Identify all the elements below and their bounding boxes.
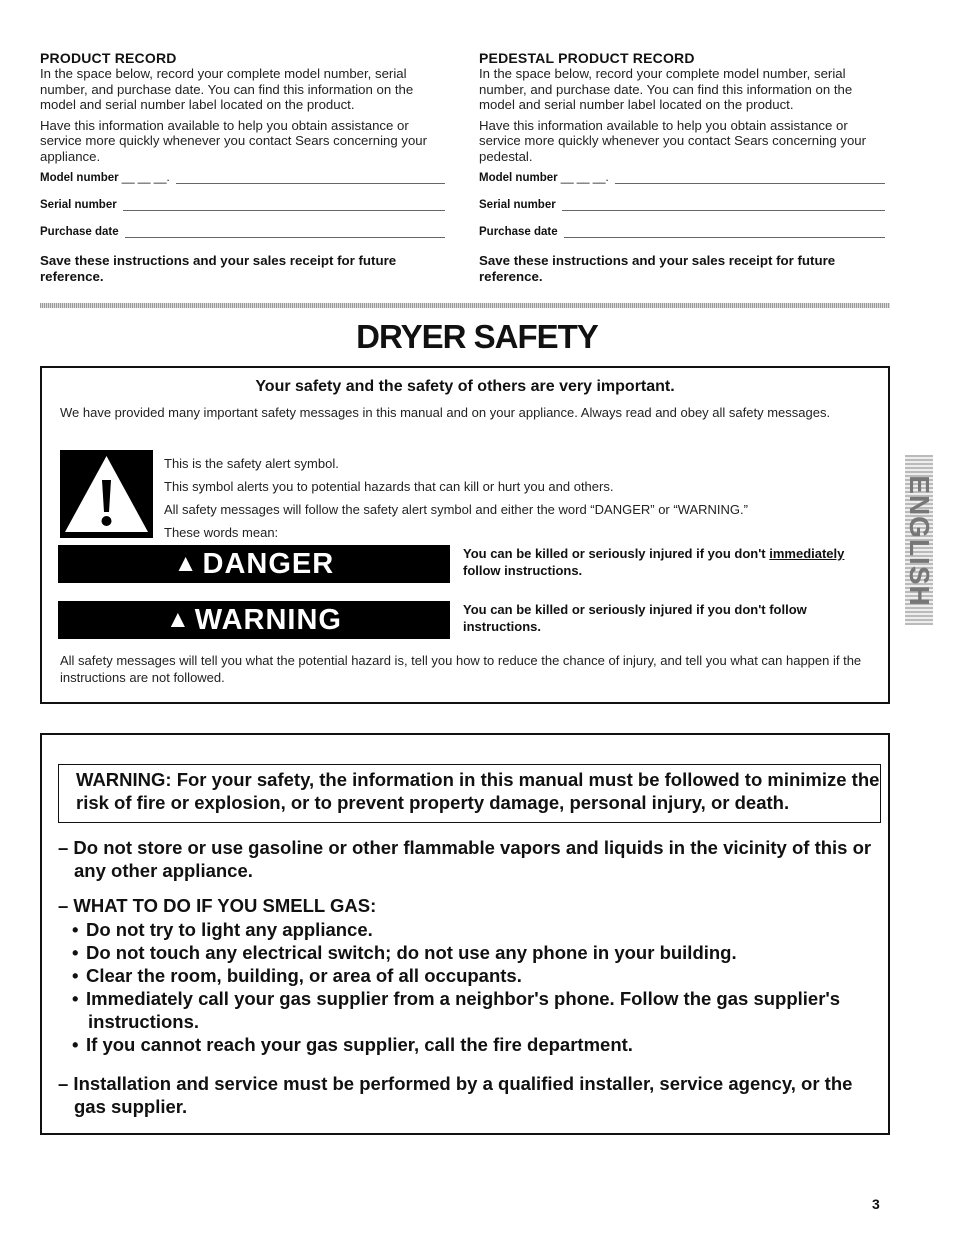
pedestal-record-title: PEDESTAL PRODUCT RECORD [479,50,695,66]
product-record-p1: In the space below, record your complete model number, serial number, and purchase date. You can find this information on the model and serial number label located on the product. [40,66,414,113]
danger-text: You can be killed or seriously injured if you don't immediately follow instructions. [463,546,845,578]
list-item: • If you cannot reach your gas supplier, call the fire department. [72,1034,633,1055]
pedestal-model-field[interactable]: Model number __ __ __. [479,172,885,184]
gas-bullet-list [72,918,872,1056]
pedestal-record-p1: In the space below, record your complete model number, serial number, and purchase date. You can find this information on the model and serial number label located on the product. [479,66,853,113]
danger-alert-icon: ▲ [173,550,199,577]
pedestal-serial-field[interactable]: Serial number [479,199,885,211]
page-number: 3 [872,1196,880,1212]
warning-alert-icon: ▲ [166,606,191,633]
safety-intro: We have provided many important safety messages in this manual and on your appliance. Always read and obey all safety messages. [60,405,831,420]
list-item: • Immediately call your gas supplier from a neighbor's phone. Follow the gas supplier's instructions. [72,988,841,1032]
alert-triangle-icon [60,450,153,538]
pedestal-save-note: Save these instructions and your sales receipt for future reference. [479,253,836,284]
list-item: • Clear the room, building, or area of all occupants. [72,965,522,986]
list-item: • Do not try to light any appliance. [72,919,373,940]
product-purchase-field[interactable]: Purchase date [40,226,445,238]
pedestal-purchase-field[interactable]: Purchase date [479,226,885,238]
product-model-field[interactable]: Model number __ __ __. [40,172,445,184]
warning-boxed-text: WARNING: For your safety, the information in this manual must be followed to minimize the risk of fire or explosion, or to prevent property damage, personal injury, or death. [58,764,881,823]
safety-footer: All safety messages will tell you what the potential hazard is, tell you how to reduce the chance of injury, and tell you what can happen if the instructions are not followed. [60,653,862,685]
warning-sign: ▲ WARNING [58,601,450,639]
product-save-note: Save these instructions and your sales receipt for future reference. [40,253,397,284]
product-serial-field[interactable]: Serial number [40,199,445,211]
language-side-tab: ENGLISH [905,455,933,625]
gasoline-warning: – Do not store or use gasoline or other flammable vapors and liquids in the vicinity of this or any other appliance. [58,837,872,881]
product-record-p2: Have this information available to help you obtain assistance or service more quickly whenever you contact Sears concerning your appliance. [40,117,428,164]
page-title: DRYER SAFETY [356,318,598,355]
installation-warning: – Installation and service must be performed by a qualified installer, service agency, or the gas supplier. [58,1073,853,1117]
smell-gas-heading: – WHAT TO DO IF YOU SMELL GAS: [58,895,377,916]
safety-alert-symbol [60,450,153,538]
symbol-description: This is the safety alert symbol. This symbol alerts you to potential hazards that can kill or hurt you and others. All safety messages will follow the safety alert symbol and either the word “DANGER” or “WARNING.” These words mean: [164,456,748,540]
section-divider [40,303,890,308]
product-record-title: PRODUCT RECORD [40,50,177,66]
list-item: • Do not touch any electrical switch; do not use any phone in your building. [72,942,737,963]
product-record [40,50,450,170]
danger-sign: ▲ DANGER [58,545,450,583]
pedestal-record [479,50,891,170]
safety-title: Your safety and the safety of others are very important. [255,378,675,395]
warning-text: You can be killed or seriously injured if you don't follow instructions. [463,602,807,634]
pedestal-record-p2: Have this information available to help you obtain assistance or service more quickly whenever you contact Sears concerning your pedestal. [479,117,867,164]
